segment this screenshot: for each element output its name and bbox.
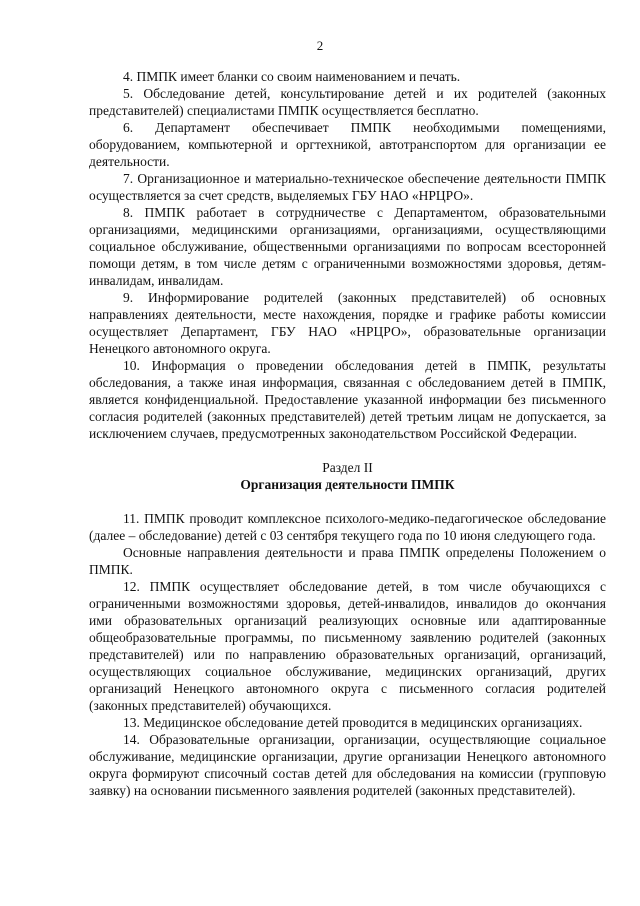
page-number: 2 [316,38,324,53]
section-title: Организация деятельности ПМПК [240,477,455,492]
paragraph-10: 10. Информация о проведении обследования детей в ПМПК, результаты обследования, а также иная информация, связанная с обследованием детей в ПМПК, является конфиденциальной. Предоставление указанной информации без письменного согласия родителей (законных представителей) детей третьим лицам не допускается, за исключением случаев, предусмотренных законодательством Российской Федерации. [89,358,606,441]
paragraph-9: 9. Информирование родителей (законных представителей) об основных направлениях деятельности, месте нахождения, порядке и графике работы комиссии осуществляет Департамент, ГБУ НАО «НРЦРО», образовательные организации Ненецкого автономного округа. [89,290,606,356]
document-body [89,68,606,799]
paragraph-7: 7. Организационное и материально-техническое обеспечение деятельности ПМПК осуществляется за счет средств, выделяемых ГБУ НАО «НРЦРО». [89,171,606,203]
paragraph-13: 13. Медицинское обследование детей проводится в медицинских организациях. [123,715,583,730]
paragraph-14: 14. Образовательные организации, организации, осуществляющие социальное обслуживание, медицинские организации, другие организации Ненецкого автономного округа формируют списочный состав детей для обследования на комиссии (групповую заявку) на основании письменного заявления родителей (законных представителей). [89,732,606,798]
paragraph-12: 12. ПМПК осуществляет обследование детей, в том числе обучающихся с ограниченными возможностями здоровья, детей-инвалидов, инвалидов до окончания ими образовательных организаций реализующих основные или адаптированные общеобразовательные программы, по письменному заявлению родителей (законных представителей) или по направлению образовательных организаций, организаций, осуществляющих социальное обслуживание, медицинских организаций, других организаций Ненецкого автономного округа с письменного согласия родителей (законных представителей) обучающихся. [89,579,606,713]
paragraph-11-continuation: Основные направления деятельности и права ПМПК определены Положением о ПМПК. [89,545,606,577]
paragraph-4: 4. ПМПК имеет бланки со своим наименованием и печать. [123,69,461,84]
paragraph-11: 11. ПМПК проводит комплексное психолого-медико-педагогическое обследование (далее – обследование) детей с 03 сентября текущего года по 10 июня следующего года. [89,511,606,543]
paragraph-8: 8. ПМПК работает в сотрудничестве с Департаментом, образовательными организациями, медицинскими организациями, организациями, осуществляющими социальное обслуживание, общественными организациями по вопросам всесторонней помощи детям, в том числе детям с ограниченными возможностями здоровья, детям-инвалидам, инвалидам. [89,205,606,288]
section-label: Раздел II [322,460,373,475]
paragraph-6: 6. Департамент обеспечивает ПМПК необходимыми помещениями, оборудованием, компьютерной и оргтехникой, автотранспортом для организации ее деятельности. [89,120,606,169]
paragraph-5: 5. Обследование детей, консультирование детей и их родителей (законных представителей) специалистами ПМПК осуществляется бесплатно. [89,86,606,118]
section-heading [89,459,606,493]
